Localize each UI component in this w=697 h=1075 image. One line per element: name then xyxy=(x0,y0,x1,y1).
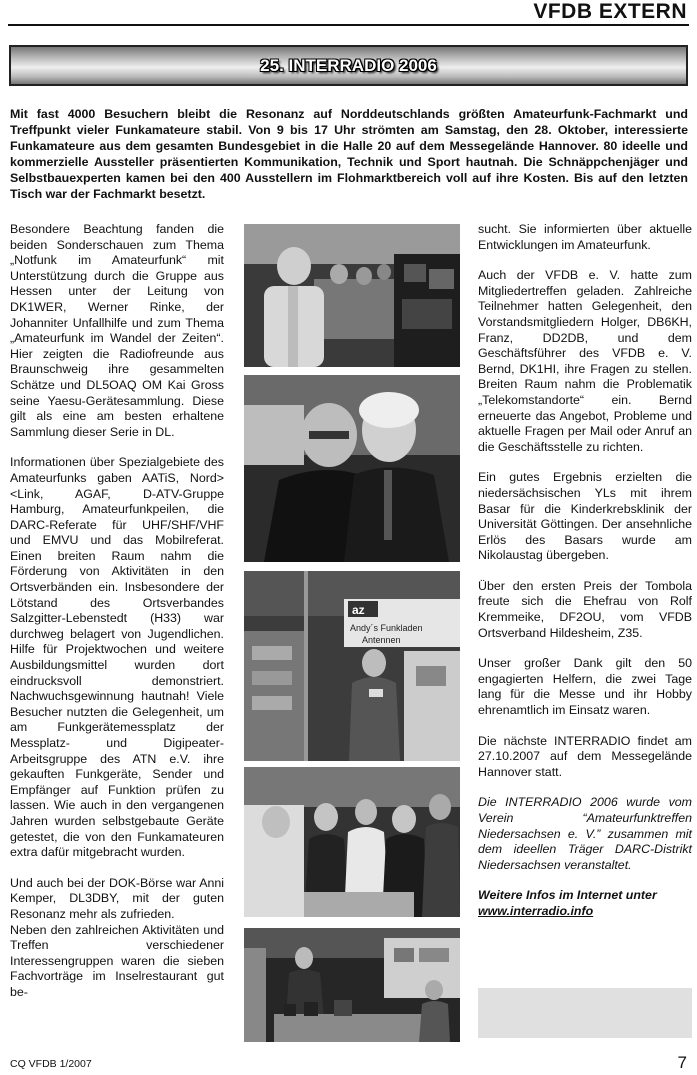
paragraph: Ein gutes Ergebnis erzielten die niedersächsischen YLs mit ihrem Basar für die Kinderkrebsklinik der Universität Göttingen. Der ansehnliche Erlös des Basars wurde am Nikolaustag übergeben. xyxy=(478,470,692,563)
paragraph: Informationen über Spezialgebiete des Amateurfunks gaben AATiS, Nord><Link, AGAF, D-ATV-Gruppe Hamburg, Amateurfunkpeilen, die DARC-Referate für UHF/SHF/VHF und EMVU und das Mobilreferat. Einen breiten Raum nahm die Förderung von Aktivitäten in den Ortsverbänden ein. Insbesondere der Lötstand des Ortsverbandes Salzgitter-Lebenstedt (H33) war durchweg belagert von Jugendlichen. Hilfe für Projektwochen und weitere Ausbildungsmittel wurden dort eindrucksvoll demonstriert. Nachwuchsgewinnung hautnah! Viele Besucher nutzten die Gelegenheit, um am Funkgerätemessplatz der Messplatz- und Digipeater-Arbeitsgruppe des ATN e.V. ihre gekauften Funkgeräte, Sender und Empfänger auf Funktion prüfen zu lassen. Wie auch in den vergangenen Jahren wurden selbstgebaute Geräte getestet, die von den Funkamateuren extra dafür mitgebracht wurden. xyxy=(10,455,224,860)
column-right xyxy=(478,222,692,920)
paragraph: Besondere Beachtung fanden die beiden Sonderschauen zum Thema „Notfunk im Amateurfunk“ mit Unterstützung durch die Gruppe aus Hessen unter der Leitung von DK1WER, Werner Rinke, der Johanniter Unfallhilfe und zum Thema „Amateurfunk im Wandel der Zeiten“. Hier zeigten die Radiofreunde aus Braunschweig ihre gesammelten Schätze und DL5OAQ OM Kai Gross seine Yaesu-Gerätesammlung. Diese gilt als eine am besten erhaltene Sammlung dieser Serie in DL. xyxy=(10,222,224,439)
page-number: 7 xyxy=(677,1053,687,1072)
footer-issue: CQ VFDB 1/2007 xyxy=(10,1058,92,1070)
photo-equipment-booth xyxy=(244,928,460,1042)
web-info-label: Weitere Infos im Internet unter xyxy=(478,888,657,903)
paragraph: Und auch bei der DOK-Börse war Anni Kemper, DL3DBY, mit der guten Resonanz mehr als zufrieden. xyxy=(10,875,224,921)
column-left xyxy=(10,222,224,1016)
photo-funkladen-stand xyxy=(244,571,460,761)
header-rule xyxy=(8,24,689,26)
website-link[interactable]: www.interradio.info xyxy=(478,903,594,918)
paragraph: Neben den zahlreichen Aktivitäten und Treffen verschiedener Interessengruppen waren die sieben Fachvorträge im Inselrestaurant gut be- xyxy=(10,922,224,999)
lead-paragraph: Mit fast 4000 Besuchern bleibt die Resonanz auf Norddeutschlands größten Amateurfunk-Fachmarkt und Treffpunkt vieler Funkamateure stabil. Von 9 bis 17 Uhr strömten am Samstag, den 28. Oktober, interessierte Funkamateure aus dem gesamten Bundesgebiet in die Halle 20 auf dem Messegelände Hannover. 80 ideelle und kommerzielle Aussteller präsentierten Kommunikation, Technik und Sport hautnah. Die Schnäppchenjäger und Selbstbauexperten kamen bei den 400 Ausstellern im Flohmarktbereich voll auf ihre Kosten. Bis auf den letzten Tisch war der Fachmarkt besetzt. xyxy=(10,107,688,201)
paragraph: Über den ersten Preis der Tombola freute sich die Ehefrau von Rolf Kremmeike, DF2OU, vom VFDB Ortsverband Hildesheim, Z35. xyxy=(478,578,692,640)
sign-funkladen: Andy´s Funkladen xyxy=(350,623,423,633)
section-title: VFDB EXTERN xyxy=(533,0,687,23)
article-banner xyxy=(9,45,688,86)
paragraph: Unser großer Dank gilt den 50 engagierten Helfern, die zwei Tage lang für die Messe und ihr Hobby ehrenamtlich im Einsatz waren. xyxy=(478,656,692,718)
organizer-note: Die INTERRADIO 2006 wurde vom Verein “Amateurfunktreffen Niedersachsen e. V.” zusammen mit dem ideellen Träger DARC-Distrikt Niedersachsen veranstaltet. xyxy=(478,795,692,872)
grey-box xyxy=(478,988,692,1038)
sign-antennen: Antennen xyxy=(362,635,401,645)
article-title: 25. INTERRADIO 2006 xyxy=(260,55,437,75)
photo-market-crowd xyxy=(244,224,460,367)
photo-visitors-group xyxy=(244,767,460,917)
paragraph: Auch der VFDB e. V. hatte zum Mitgliedertreffen geladen. Zahlreiche Teilnehmer hatten Gelegenheit, den Vorstandsmitgliedern Holger, DB6KH, Franz, DD2DB, und dem Geschäftsführer des VFDB e. V. Bernd, DK1HI, ihre Fragen zu stellen. Breiten Raum nahm die Problematik „Telekomstandorte“ ein. Bernd erneuerte das Angebot, Probleme und aktuelle Fragen per Mail oder Anruf an die Geschäftsstelle zu richten. xyxy=(478,268,692,454)
paragraph: sucht. Sie informierten über aktuelle Entwicklungen im Amateurfunk. xyxy=(478,222,692,252)
paragraph: Die nächste INTERRADIO findet am 27.10.2007 auf dem Messegelände Hannover statt. xyxy=(478,733,692,779)
photo-two-men xyxy=(244,375,460,562)
svg-text:az: az xyxy=(352,603,365,617)
